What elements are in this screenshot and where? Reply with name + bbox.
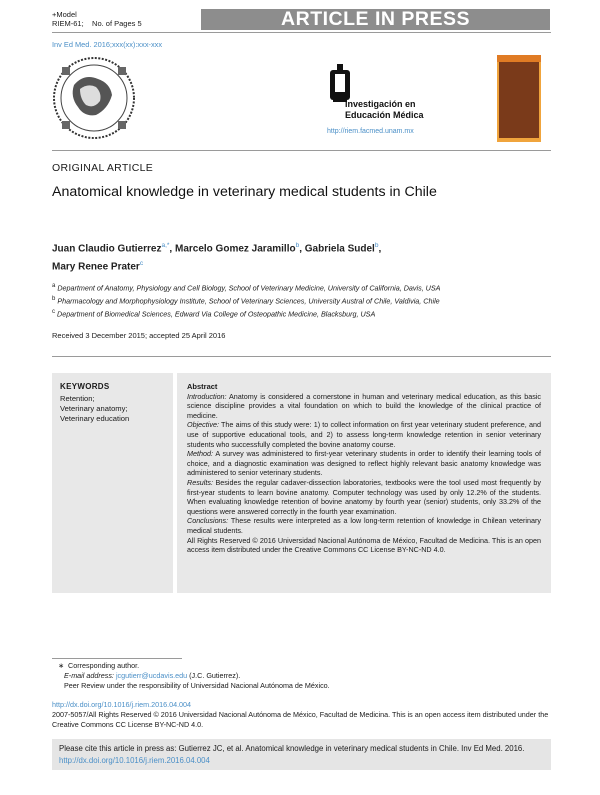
email-link[interactable]: jcgutierr@ucdavis.edu (115, 671, 188, 681)
journal-logo-icon (328, 64, 354, 104)
dates-divider (52, 356, 551, 357)
citation-doi-link[interactable]: http://dx.doi.org/10.1016/j.riem.2016.04.004 (59, 755, 210, 765)
author-affil-mark[interactable]: c (139, 260, 144, 268)
doi-link[interactable]: http://dx.doi.org/10.1016/j.riem.2016.04.004 (52, 700, 192, 709)
journal-reference: Inv Ed Med. 2016;xxx(xx):xxx-xxx (52, 40, 163, 49)
keywords-heading: KEYWORDS (60, 382, 110, 391)
affiliation: $^a$ Department of Anatomy, Physiology and Cell Biology, School of Veterinary Medicine, University of California, Davis, USA (52, 283, 441, 293)
affiliation: $^c$ Department of Biomedical Sciences, Edward Via College of Osteopathic Medicine, Blacksburg, USA (52, 309, 376, 319)
author-affil-mark[interactable]: b (295, 242, 300, 249)
author-list: Juan Claudio Gutierrez$^{a,*}$, Marcelo Gomez Jaramillo$^b$, Gabriela Sudel$^b$, Mary Renee Prater$^c$ (52, 242, 382, 273)
author-affil-mark[interactable]: a,* (161, 242, 170, 249)
keyword: Retention; (60, 394, 95, 403)
header-divider (52, 32, 551, 33)
peer-review-note: Peer Review under the responsibility of Universidad Nacional Autónoma de México. (64, 681, 330, 691)
received-dates: Received 3 December 2015; accepted 25 April 2016 (52, 331, 226, 340)
author-name: Marcelo Gomez Jaramillo (174, 243, 296, 255)
footnote-divider (52, 658, 182, 659)
journal-url[interactable]: http://riem.facmed.unam.mx (327, 128, 414, 135)
citation-box (52, 739, 551, 770)
author-affil-mark[interactable]: b (374, 242, 379, 249)
abstract-rights: All Rights Reserved © 2016 Universidad Nacional Autónoma de México, Facultad de Medicina. This is an open access item distributed under the Creative Commons CC License BY-NC-ND 4.0. (187, 535, 541, 555)
abstract-results: Results: Besides the regular cadaver-dissection laboratories, textbooks were the tool used most frequently by first-year students to learn bovine anatomy. Computer technology was used by only 12.2% of the students. When evaluating knowledge retention of bovine anatomy by fourth year (senior) students, only 33.2% of the questions were answered correctly in the fourth year examination. (187, 477, 541, 516)
affiliation: $^b$ Pharmacology and Morphophysiology Institute, School of Veterinary Sciences, University Austral of Chile, Valdivia, Chile (52, 296, 440, 306)
section-label: ORIGINAL ARTICLE (52, 162, 154, 174)
author-name: Gabriela Sudel (304, 243, 375, 255)
logo-divider (52, 150, 551, 151)
unam-seal-logo (50, 55, 138, 141)
author-name: Mary Renee Prater (52, 261, 140, 273)
abstract-conclusions: Conclusions: These results were interpreted as a low long-term retention of knowledge in Chilean veterinary medical students. (187, 516, 541, 535)
license-text: 2007-5057/All Rights Reserved © 2016 Universidad Nacional Autónoma de México, Facultad de Medicina. This is an open access item distributed under the Creative Commons CC License BY-NC-ND 4.0. (52, 710, 549, 729)
keyword: Veterinary education (60, 414, 130, 423)
abstract-method: Method: A survey was administered to first-year veterinary students in order to identify their learning tools of choice, and a diagnostic examination was designed to reflect highly relevant basic anatomy knowledge was administered to senior veterinary students. (187, 449, 542, 478)
abstract-objective: Objective: The aims of this study were: 1) to collect information on first year veterinary student preference, and use of supportive educational tools, and 2) to assess long-term knowledge retention in senior veterinary students who successfully completed the bovine anatomy course. (187, 420, 541, 449)
author-name: Juan Claudio Gutierrez (52, 243, 162, 255)
abstract-box (177, 373, 551, 593)
journal-logo-name: Investigación en Educación Médica (345, 99, 424, 120)
citation-text: Please cite this article in press as: Gutierrez JC, et al. Anatomical knowledge in veterinary medical students in Chile. Inv Ed Med. 2016. (59, 744, 525, 753)
abstract-heading: Abstract (187, 382, 218, 391)
footnotes: ∗ Corresponding author. E-mail address: jcgutierr@ucdavis.edu (J.C. Gutierrez). Peer Review under the responsibility of Universidad Nacional Autónoma de México. (58, 661, 538, 692)
keywords-box (52, 373, 173, 593)
article-in-press-banner: ARTICLE IN PRESS (201, 9, 550, 30)
keyword: Veterinary anatomy; (60, 404, 128, 413)
journal-cover-thumbnail (497, 55, 541, 142)
article-title: Anatomical knowledge in veterinary medical students in Chile (52, 184, 437, 200)
model-label: +Model RIEM-61; No. of Pages 5 (52, 10, 142, 28)
corresponding-author: Corresponding author. (68, 661, 140, 670)
abstract-introduction: Introduction: Anatomy is considered a cornerstone in human and veterinary medical education, as this basic science discipline provides a vital foundation on which to build the knowledge of the clinical practice of medicine. (187, 391, 541, 420)
